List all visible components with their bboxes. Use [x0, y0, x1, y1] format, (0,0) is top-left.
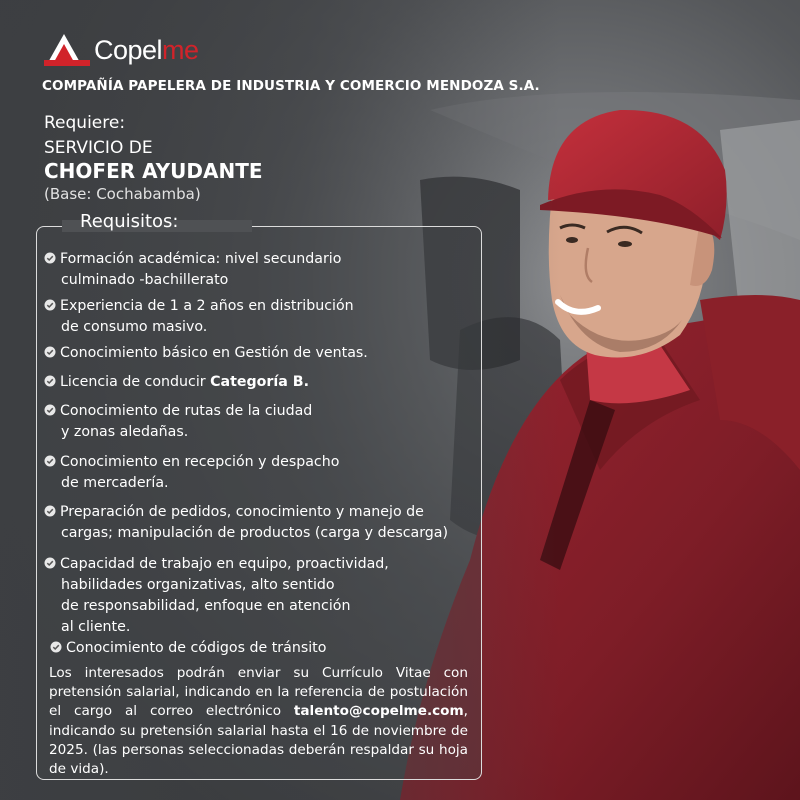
check-badge-icon: [44, 404, 56, 416]
company-name: COMPAÑÍA PAPELERA DE INDUSTRIA Y COMERCIO MENDOZA S.A.: [42, 78, 540, 94]
job-base: (Base: Cochabamba): [44, 185, 201, 203]
check-badge-icon: [44, 455, 56, 467]
requirement-item: Preparación de pedidos, conocimiento y manejo de cargas; manipulación de productos (carga y descarga): [44, 502, 448, 544]
requirement-item: Formación académica: nivel secundario culminado -bachillerato: [44, 249, 341, 291]
check-badge-icon: [44, 505, 56, 517]
requirement-item: Conocimiento básico en Gestión de ventas.: [44, 343, 368, 364]
requires-label: Requiere:: [44, 113, 126, 133]
logo-text: Copelme: [94, 34, 199, 65]
requirement-item: Conocimiento de códigos de tránsito: [50, 638, 326, 659]
requirement-item: Conocimiento de rutas de la ciudad y zonas aledañas.: [44, 401, 312, 443]
check-badge-icon: [50, 641, 62, 653]
requirement-item: Licencia de conducir Categoría B.: [44, 372, 309, 393]
requirements-title: Requisitos:: [80, 211, 179, 232]
requirement-item: Capacidad de trabajo en equipo, proactividad, habilidades organizativas, alto sentido de responsabilidad, enfoque en atención al cliente.: [44, 554, 389, 638]
company-logo: [42, 30, 199, 70]
contact-email[interactable]: talento@copelme.com: [293, 703, 464, 720]
application-instructions: Los interesados podrán enviar su Currículo Vitae con pretensión salarial, indicando en la referencia de postulación el cargo al correo electrónico talento@copelme.com, indicando su pretensión salarial hasta el 16 de noviembre de 2025. (las personas seleccionadas deberán respaldar su hoja de vida).: [49, 665, 468, 778]
check-badge-icon: [44, 252, 56, 264]
check-badge-icon: [44, 299, 56, 311]
requirement-item: Experiencia de 1 a 2 años en distribución de consumo masivo.: [44, 296, 354, 338]
copelme-logo-icon: [42, 30, 92, 70]
check-badge-icon: [44, 346, 56, 358]
check-badge-icon: [44, 557, 56, 569]
service-label: SERVICIO DE: [44, 138, 153, 158]
check-badge-icon: [44, 375, 56, 387]
job-title: CHOFER AYUDANTE: [44, 159, 263, 183]
requirement-item: Conocimiento en recepción y despacho de mercadería.: [44, 452, 339, 494]
